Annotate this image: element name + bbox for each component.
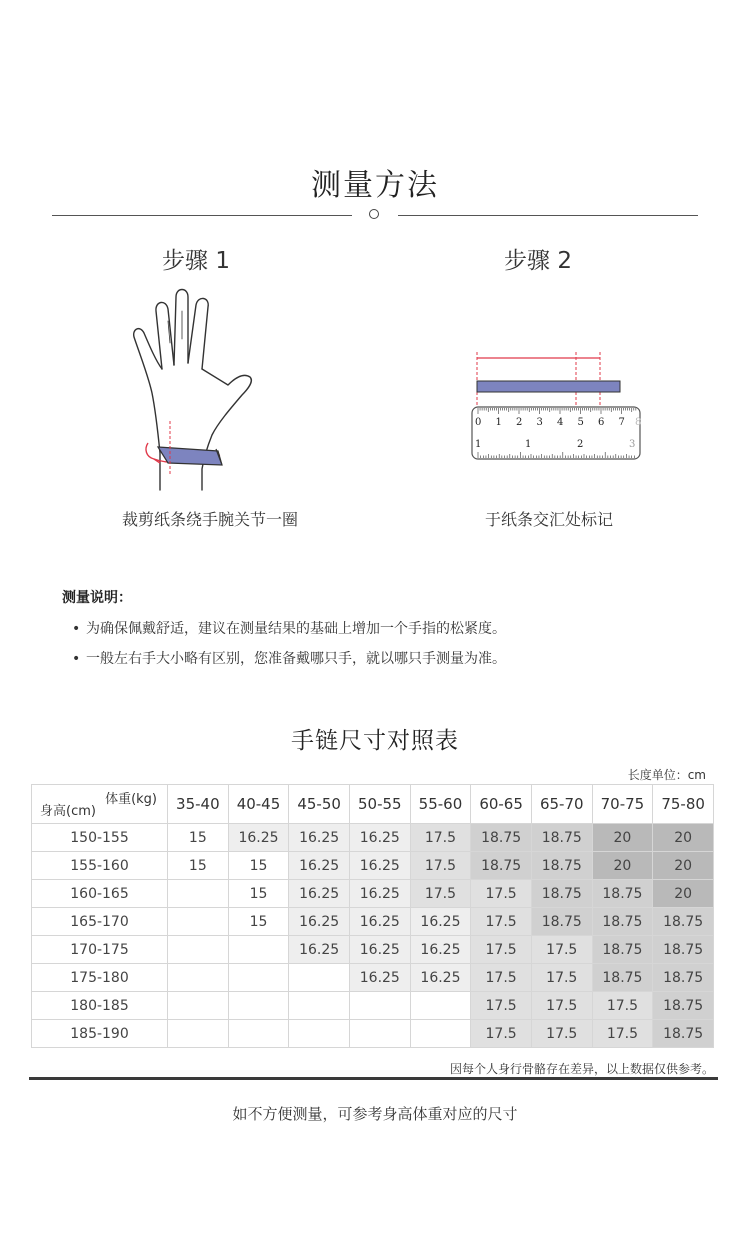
ruler-top-number: 5 — [577, 417, 584, 428]
size-cell — [168, 936, 229, 964]
size-cell: 18.75 — [592, 880, 653, 908]
size-cell — [228, 1020, 289, 1048]
ruler-top-number: 8 — [635, 417, 642, 428]
ruler-bottom-number: 2 — [577, 439, 584, 450]
size-cell: 18.75 — [653, 908, 714, 936]
size-chart-table — [31, 784, 714, 1048]
weight-column-header: 40-45 — [228, 785, 289, 824]
size-cell: 17.5 — [592, 1020, 653, 1048]
unit-note: 长度单位：cm — [627, 768, 706, 782]
table-row — [32, 1020, 714, 1048]
height-row-header: 165-170 — [32, 908, 168, 936]
size-cell: 17.5 — [531, 936, 592, 964]
size-cell: 17.5 — [531, 964, 592, 992]
size-cell: 18.75 — [653, 964, 714, 992]
title-divider-left — [52, 215, 352, 216]
weight-column-header: 75-80 — [653, 785, 714, 824]
ruler-mark-illustration — [470, 350, 640, 465]
size-cell: 18.75 — [531, 824, 592, 852]
size-cell: 17.5 — [471, 1020, 532, 1048]
size-cell: 18.75 — [653, 992, 714, 1020]
ruler-bottom-number: 1 — [475, 439, 482, 450]
height-row-header: 180-185 — [32, 992, 168, 1020]
ruler-top-number: 2 — [516, 417, 523, 428]
size-cell — [410, 992, 471, 1020]
weight-column-header: 45-50 — [289, 785, 350, 824]
size-cell: 16.25 — [349, 880, 410, 908]
size-cell — [289, 1020, 350, 1048]
size-cell: 15 — [228, 908, 289, 936]
note-text: 为确保佩戴舒适，建议在测量结果的基础上增加一个手指的松紧度。 — [86, 621, 506, 637]
step-2-title: 步骤 2 — [504, 248, 572, 274]
note-item — [72, 648, 506, 668]
size-cell: 18.75 — [592, 936, 653, 964]
size-cell — [228, 936, 289, 964]
size-cell: 16.25 — [349, 908, 410, 936]
size-chart-footnote: 因每个人身行骨骼存在差异，以上数据仅供参考。 — [449, 1062, 714, 1076]
bullet-icon: • — [72, 651, 81, 667]
table-row — [32, 936, 714, 964]
step-1-caption: 裁剪纸条绕手腕关节一圈 — [121, 510, 298, 529]
size-cell — [168, 908, 229, 936]
height-row-header: 185-190 — [32, 1020, 168, 1048]
ruler-top-number: 6 — [598, 417, 605, 428]
size-cell: 17.5 — [471, 908, 532, 936]
size-cell: 20 — [653, 852, 714, 880]
size-cell: 16.25 — [349, 936, 410, 964]
ruler-top-number: 0 — [475, 417, 482, 428]
weight-axis-label: 体重(kg) — [105, 792, 157, 807]
size-cell: 18.75 — [592, 964, 653, 992]
size-cell — [228, 992, 289, 1020]
size-cell — [289, 992, 350, 1020]
size-cell: 17.5 — [410, 824, 471, 852]
size-cell: 16.25 — [289, 936, 350, 964]
size-cell: 20 — [653, 824, 714, 852]
table-row — [32, 824, 714, 852]
size-cell: 20 — [653, 880, 714, 908]
height-row-header: 160-165 — [32, 880, 168, 908]
ruler-top-number: 1 — [495, 417, 502, 428]
size-cell: 17.5 — [471, 992, 532, 1020]
ruler-top-number: 3 — [536, 417, 543, 428]
size-cell: 15 — [168, 824, 229, 852]
step-2-caption: 于纸条交汇处标记 — [484, 510, 613, 529]
ruler-top-number: 4 — [557, 417, 564, 428]
table-row — [32, 964, 714, 992]
size-cell: 18.75 — [531, 908, 592, 936]
note-text: 一般左右手大小略有区别，您准备戴哪只手，就以哪只手测量为准。 — [86, 651, 506, 667]
size-cell: 16.25 — [349, 824, 410, 852]
size-cell: 17.5 — [471, 964, 532, 992]
bottom-note: 如不方便测量，可参考身高体重对应的尺寸 — [232, 1105, 518, 1123]
size-cell: 16.25 — [410, 964, 471, 992]
page-title: 测量方法 — [311, 168, 439, 203]
table-row — [32, 908, 714, 936]
size-cell: 17.5 — [410, 852, 471, 880]
size-cell: 20 — [592, 824, 653, 852]
size-cell: 15 — [228, 852, 289, 880]
size-cell: 18.75 — [653, 1020, 714, 1048]
size-chart-title: 手链尺寸对照表 — [291, 728, 459, 754]
weight-column-header: 60-65 — [471, 785, 532, 824]
size-cell: 17.5 — [410, 880, 471, 908]
size-cell: 16.25 — [349, 852, 410, 880]
size-cell: 18.75 — [471, 852, 532, 880]
size-cell: 17.5 — [531, 1020, 592, 1048]
weight-column-header: 35-40 — [168, 785, 229, 824]
title-divider-right — [398, 215, 698, 216]
table-row — [32, 992, 714, 1020]
size-cell: 16.25 — [349, 964, 410, 992]
size-cell: 18.75 — [653, 936, 714, 964]
size-cell: 17.5 — [531, 992, 592, 1020]
size-cell — [168, 964, 229, 992]
size-cell: 18.75 — [471, 824, 532, 852]
weight-column-header: 65-70 — [531, 785, 592, 824]
size-cell: 15 — [228, 880, 289, 908]
size-cell: 16.25 — [410, 908, 471, 936]
table-row — [32, 852, 714, 880]
table-row — [32, 880, 714, 908]
weight-column-header: 55-60 — [410, 785, 471, 824]
size-cell: 16.25 — [289, 880, 350, 908]
size-cell — [410, 1020, 471, 1048]
size-cell: 16.25 — [410, 936, 471, 964]
size-cell: 18.75 — [592, 908, 653, 936]
size-cell — [168, 1020, 229, 1048]
weight-column-header: 70-75 — [592, 785, 653, 824]
hand-wrap-illustration — [130, 285, 270, 495]
size-cell: 17.5 — [471, 880, 532, 908]
height-row-header: 150-155 — [32, 824, 168, 852]
size-cell: 18.75 — [531, 880, 592, 908]
size-cell: 15 — [168, 852, 229, 880]
table-corner-header — [32, 785, 168, 824]
size-cell: 16.25 — [228, 824, 289, 852]
size-cell: 16.25 — [289, 852, 350, 880]
ruler-bottom-number: 3 — [629, 439, 636, 450]
table-header-row — [32, 785, 714, 824]
size-cell: 20 — [592, 852, 653, 880]
size-cell — [289, 964, 350, 992]
divider-circle-icon — [369, 209, 379, 219]
size-cell — [168, 992, 229, 1020]
height-axis-label: 身高(cm) — [40, 804, 96, 819]
height-row-header: 175-180 — [32, 964, 168, 992]
size-cell: 17.5 — [592, 992, 653, 1020]
height-row-header: 170-175 — [32, 936, 168, 964]
size-cell: 17.5 — [471, 936, 532, 964]
note-item — [72, 618, 506, 638]
size-cell — [228, 964, 289, 992]
bottom-divider — [29, 1077, 718, 1080]
size-cell — [349, 1020, 410, 1048]
size-cell: 16.25 — [289, 824, 350, 852]
ruler-top-number: 7 — [618, 417, 625, 428]
size-cell: 16.25 — [289, 908, 350, 936]
step-1-title: 步骤 1 — [162, 248, 230, 274]
notes-heading: 测量说明： — [62, 590, 132, 606]
bullet-icon: • — [72, 621, 81, 637]
height-row-header: 155-160 — [32, 852, 168, 880]
ruler-bottom-number: 1 — [525, 439, 532, 450]
size-cell — [168, 880, 229, 908]
weight-column-header: 50-55 — [349, 785, 410, 824]
size-cell — [349, 992, 410, 1020]
size-cell: 18.75 — [531, 852, 592, 880]
